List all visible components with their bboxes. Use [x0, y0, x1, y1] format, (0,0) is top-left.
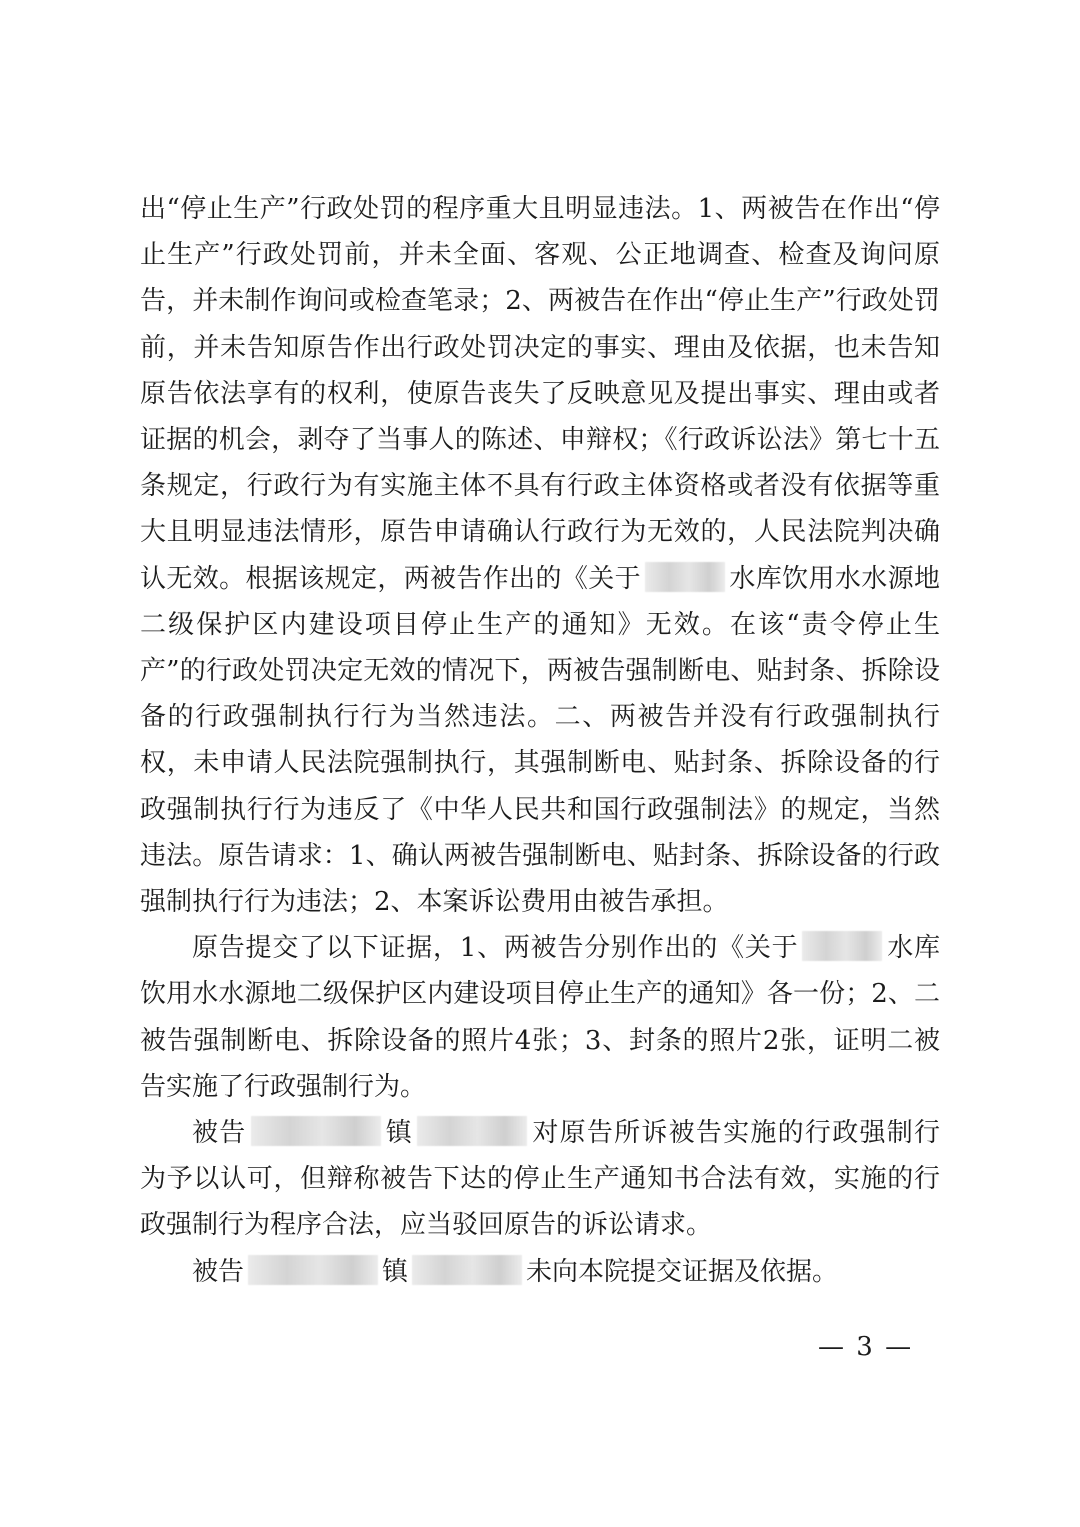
paragraph-3	[140, 1110, 940, 1249]
paragraph-4	[140, 1249, 940, 1295]
paragraph-4-text: 被告	[192, 1256, 245, 1287]
redacted-placename	[645, 562, 725, 592]
paragraph-2	[140, 925, 940, 1110]
paragraph-1-text-after: 水库饮用水水源地二级保护区内建设项目停止生产的通知》无效。在该“责令停止生产”的行政处罚决定无效的情况下，两被告强制断电、贴封条、拆除设备的行政强制执行行为当然违法。二、两被告并没有行政强制执行权，未申请人民法院强制执行，其强制断电、贴封条、拆除设备的行政强制执行行为违反了《中华人民共和国行政强制法》的规定，当然违法。原告请求：1、确认两被告强制断电、贴封条、拆除设备的行政强制执行行为违法；2、本案诉讼费用由被告承担。	[140, 563, 940, 918]
redacted-placename	[412, 1255, 522, 1285]
paragraph-4-text-after: 未向本院提交证据及依据。	[526, 1256, 839, 1287]
redacted-placename	[417, 1116, 527, 1146]
paragraph-2-text-after: 水库饮用水水源地二级保护区内建设项目停止生产的通知》各一份；2、二被告强制断电、拆除设备的照片4张；3、封条的照片2张，证明二被告实施了行政强制行为。	[140, 933, 940, 1102]
paragraph-3-text: 被告	[192, 1118, 247, 1149]
paragraph-1	[140, 186, 940, 925]
paragraph-1-text: 出“停止生产”行政处罚的程序重大且明显违法。1、两被告在作出“停止生产”行政处罚前，并未全面、客观、公正地调查、检查及询问原告，并未制作询问或检查笔录；2、两被告在作出“停止生产”行政处罚前，并未告知原告作出行政处罚决定的事实、理由及依据，也未告知原告依法享有的权利，使原告丧失了反映意见及提出事实、理由或者证据的机会，剥夺了当事人的陈述、申辩权；《行政诉讼法》第七十五条规定，行政行为有实施主体不具有行政主体资格或者没有依据等重大且明显违法情形，原告申请确认行政行为无效的，人民法院判决确认无效。根据该规定，两被告作出的《关于	[140, 194, 940, 594]
page-number: — 3 —	[818, 1332, 914, 1362]
redacted-placename	[248, 1255, 378, 1285]
paragraph-3-text-mid: 镇	[384, 1118, 414, 1149]
paragraph-3-text-after: 对原告所诉被告实施的行政强制行为予以认可，但辩称被告下达的停止生产通知书合法有效，实施的行政强制行为程序合法，应当驳回原告的诉讼请求。	[140, 1118, 940, 1241]
document-body	[140, 186, 940, 1295]
redacted-placename	[251, 1116, 381, 1146]
paragraph-4-text-mid: 镇	[382, 1256, 409, 1287]
redacted-placename	[802, 931, 882, 961]
paragraph-2-text: 原告提交了以下证据，1、两被告分别作出的《关于	[192, 933, 799, 964]
